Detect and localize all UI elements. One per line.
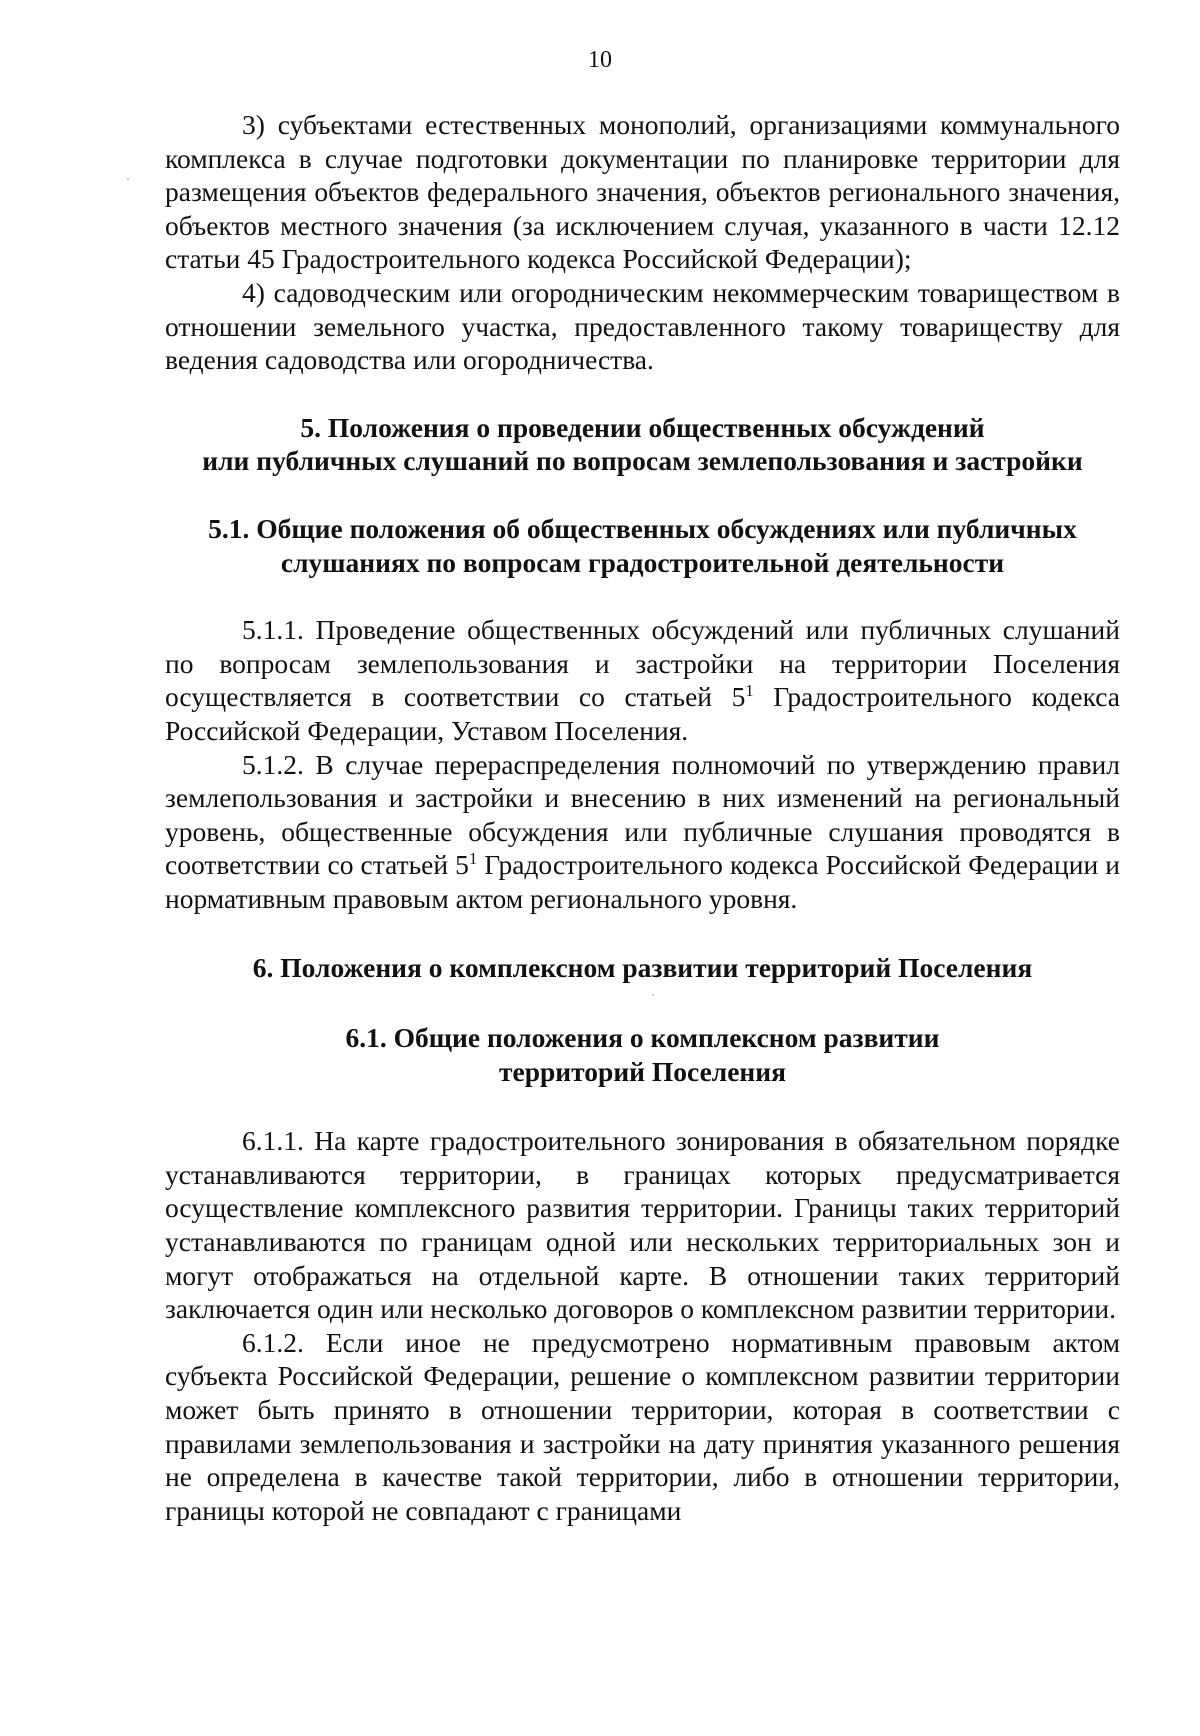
paragraph-6-1-2: 6.1.2. Если иное не предусмотрено нормативным правовым актом субъекта Российской Федерации, решение о комплексном развитии территории может быть принято в отношении территории, которая в соответствии с правилами землепользования и застройки на дату принятия указанного решения не определена в качестве такой территории, либо в отношении территории, границы которой не совпадают с границами <box>165 1326 1120 1526</box>
document-body <box>165 108 1120 1527</box>
paragraph-5-1-1-text-end: Градостроительного кодекса Российской Федерации, Уставом Поселения. <box>165 681 1121 746</box>
spacer <box>165 478 1120 512</box>
section-6-1-heading-line-1: 6.1. Общие положения о комплексном развитии <box>345 1022 940 1054</box>
section-6-1-heading <box>165 1021 1120 1088</box>
section-5-1-heading-line-1: 5.1. Общие положения об общественных обсуждениях или публичных <box>208 512 1077 544</box>
section-5-heading-line-1: 5. Положения о проведении общественных обсуждений <box>300 411 985 443</box>
section-6-1-heading-line-2: территорий Поселения <box>499 1055 786 1087</box>
paragraph-6-1-1: 6.1.1. На карте градостроительного зонирования в обязательном порядке устанавливаются территории, в границах которых предусматривается осуществление комплексного развития территории. Границы таких территорий устанавливаются по границам одной или нескольких территориальных зон и могут отображаться на отдельной карте. В отношении таких территорий заключается один или несколько договоров о комплексном развитии территории. <box>165 1125 1120 1325</box>
paragraph-5-1-2-text: 5.1.2. В случае перераспределения полномочий по утверждению правил землепользования и застройки и внесению в них изменений на региональный уровень, общественные обсуждения или публичные слушания проводятся в соответствии со статьей 5 <box>165 748 1120 881</box>
section-6-heading-line-1: 6. Положения о комплексном развитии территорий Поселения <box>252 952 1033 984</box>
paragraph-5-1-2 <box>165 748 1120 916</box>
spacer <box>165 985 1120 1021</box>
section-5-1-heading-line-2: слушаниях по вопросам градостроительной деятельности <box>280 546 1005 578</box>
scan-speck <box>127 178 129 180</box>
paragraph-item-3: 3) субъектами естественных монополий, организациями коммунального комплекса в случае подготовки документации по планировке территории для размещения объектов федерального значения, объектов регионального значения, объектов местного значения (за исключением случая, указанного в части 12.12 статьи 45 Градостроительного кодекса Российской Федерации); <box>165 109 1120 275</box>
paragraph-5-1-1-text: 5.1.1. Проведение общественных обсуждений или публичных слушаний по вопросам землепользования и застройки на территории Поселения осуществляется в соответствии со статьей 5 <box>165 614 1120 713</box>
paragraph-5-1-1 <box>165 613 1120 747</box>
superscript: 1 <box>468 849 478 869</box>
page-number: 10 <box>588 47 612 73</box>
spacer <box>165 1088 1120 1124</box>
spacer <box>165 915 1120 951</box>
section-5-1-heading <box>165 512 1120 579</box>
paragraph-5-1-2-text-end: Градостроительного кодекса Российской Федерации и нормативным правовым актом регионального уровня. <box>165 849 1120 914</box>
section-6-heading <box>165 951 1120 985</box>
section-5-heading <box>165 411 1120 478</box>
spacer <box>165 579 1120 613</box>
section-5-heading-line-2: или публичных слушаний по вопросам землепользования и застройки <box>202 445 1083 477</box>
scan-speck <box>652 994 654 996</box>
spacer <box>165 377 1120 411</box>
paragraph-item-4: 4) садоводческим или огородническим некоммерческим товариществом в отношении земельного участка, предоставленного такому товариществу для ведения садоводства или огородничества. <box>165 276 1120 376</box>
superscript: 1 <box>745 681 754 701</box>
